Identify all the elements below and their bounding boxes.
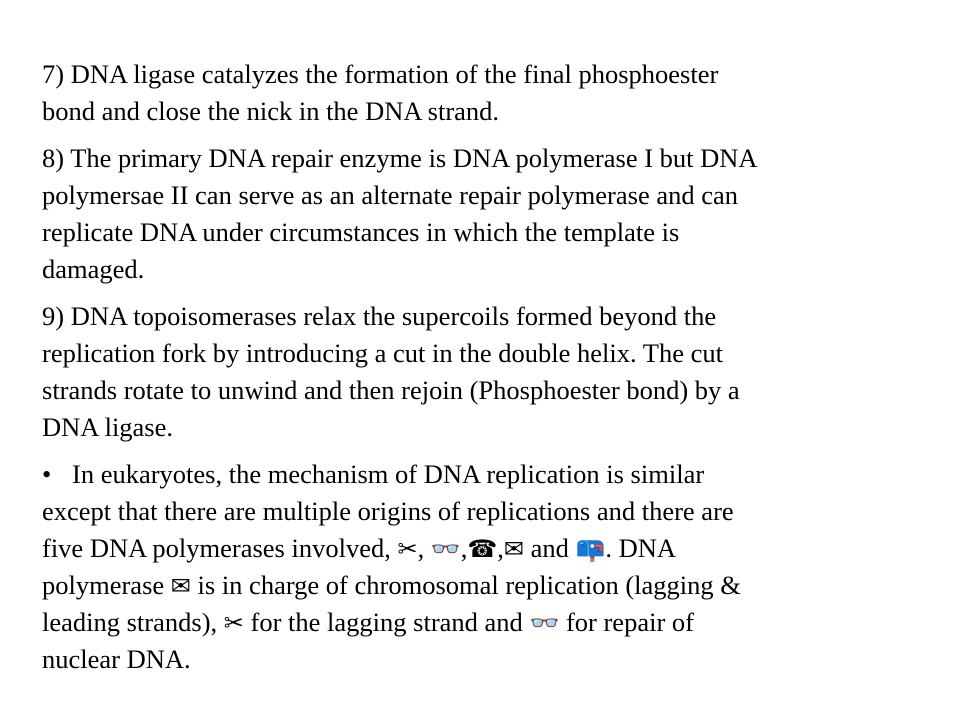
text-line: replication fork by introducing a cut in the double helix. The cut xyxy=(42,338,723,368)
text-line: bond and close the nick in the DNA strand. xyxy=(42,96,500,126)
text-line: strands rotate to unwind and then rejoin (Phosphoester bond) by a xyxy=(42,375,740,405)
text-run: , xyxy=(497,533,504,563)
telephone-icon: ☎ xyxy=(467,535,498,563)
text-run: is in charge of chromosomal replication (lagging & xyxy=(190,570,741,600)
text-line xyxy=(42,604,912,641)
envelope-icon: ✉ xyxy=(503,535,524,563)
text-run: for repair of xyxy=(559,607,694,637)
text-run: , xyxy=(417,533,431,563)
paragraph-8 xyxy=(42,140,912,288)
text-line: 7) DNA ligase catalyzes the formation of the final phosphoester xyxy=(42,59,719,89)
eukaryotes-bullet xyxy=(42,456,912,678)
text-line xyxy=(42,530,912,567)
glasses-icon: 👓 xyxy=(529,609,560,637)
text-line xyxy=(42,456,912,493)
text-line: nuclear DNA. xyxy=(42,644,191,674)
glasses-icon: 👓 xyxy=(430,535,461,563)
text-run: , xyxy=(460,533,468,563)
text-run: polymerase xyxy=(42,570,171,600)
text-line: replicate DNA under circumstances in which the template is xyxy=(42,217,680,247)
text-run: leading strands), xyxy=(42,607,224,637)
text-line: except that there are multiple origins of replications and there are xyxy=(42,496,734,526)
text-line: DNA ligase. xyxy=(42,412,174,442)
text-line xyxy=(42,567,912,604)
text-run: and xyxy=(524,533,576,563)
text-line: 8) The primary DNA repair enzyme is DNA polymerase I but DNA xyxy=(42,143,758,173)
scissors-icon: ✂ xyxy=(397,535,418,563)
bullet-symbol: • xyxy=(42,459,52,489)
paragraph-7 xyxy=(42,56,912,130)
text-line: 9) DNA topoisomerases relax the supercoils formed beyond the xyxy=(42,301,717,331)
text-run: for the lagging strand and xyxy=(243,607,530,637)
bullet-text: In eukaryotes, the mechanism of DNA replication is similar xyxy=(72,459,705,489)
scissors-icon: ✂ xyxy=(223,609,244,637)
paragraph-9 xyxy=(42,298,912,446)
text-run: five DNA polymerases involved, xyxy=(42,533,398,563)
slide-body xyxy=(42,56,912,688)
envelope-icon: ✉ xyxy=(170,572,191,600)
text-run: . DNA xyxy=(605,533,677,563)
text-line: damaged. xyxy=(42,254,145,284)
mailbox-icon: 📪 xyxy=(575,535,606,563)
text-line: polymersae II can serve as an alternate repair polymerase and can xyxy=(42,180,739,210)
